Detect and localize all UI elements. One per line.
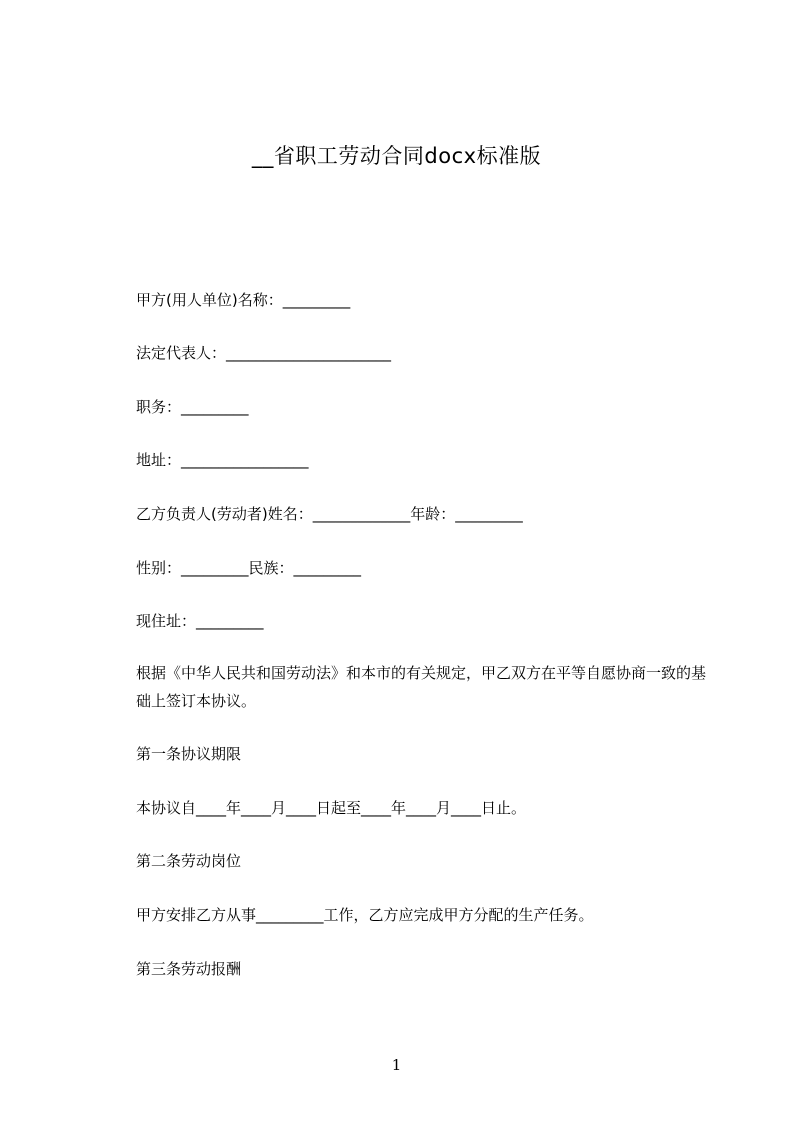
gender-ethnicity-field: 性别：_________民族：_________ [136, 559, 362, 577]
page-number: 1 [391, 1056, 402, 1074]
legal-representative-field: 法定代表人：______________________ [136, 344, 392, 362]
address-field: 地址：_________________ [136, 451, 309, 469]
intro-paragraph [103, 659, 708, 715]
article1-text: 本协议自____年____月____日起至____年____月____日止。 [136, 799, 527, 817]
document-title: __省职工劳动合同docx标准版 [251, 144, 542, 168]
article2-text: 甲方安排乙方从事_________工作，乙方应完成甲方分配的生产任务。 [136, 906, 594, 924]
employer-name-field: 甲方(用人单位)名称：_________ [136, 291, 351, 309]
article2-heading: 第二条劳动岗位 [136, 852, 242, 870]
current-address-field: 现住址：_________ [136, 612, 264, 630]
article3-heading: 第三条劳动报酬 [136, 960, 242, 978]
employee-name-age-field: 乙方负责人(劳动者)姓名：_____________年龄：_________ [136, 505, 523, 523]
intro-text: 根据《中华人民共和国劳动法》和本市的有关规定，甲乙双方在平等自愿协商一致的基础上签订本协议。 [136, 664, 707, 710]
article1-heading: 第一条协议期限 [136, 745, 242, 763]
position-field: 职务：_________ [136, 398, 249, 416]
